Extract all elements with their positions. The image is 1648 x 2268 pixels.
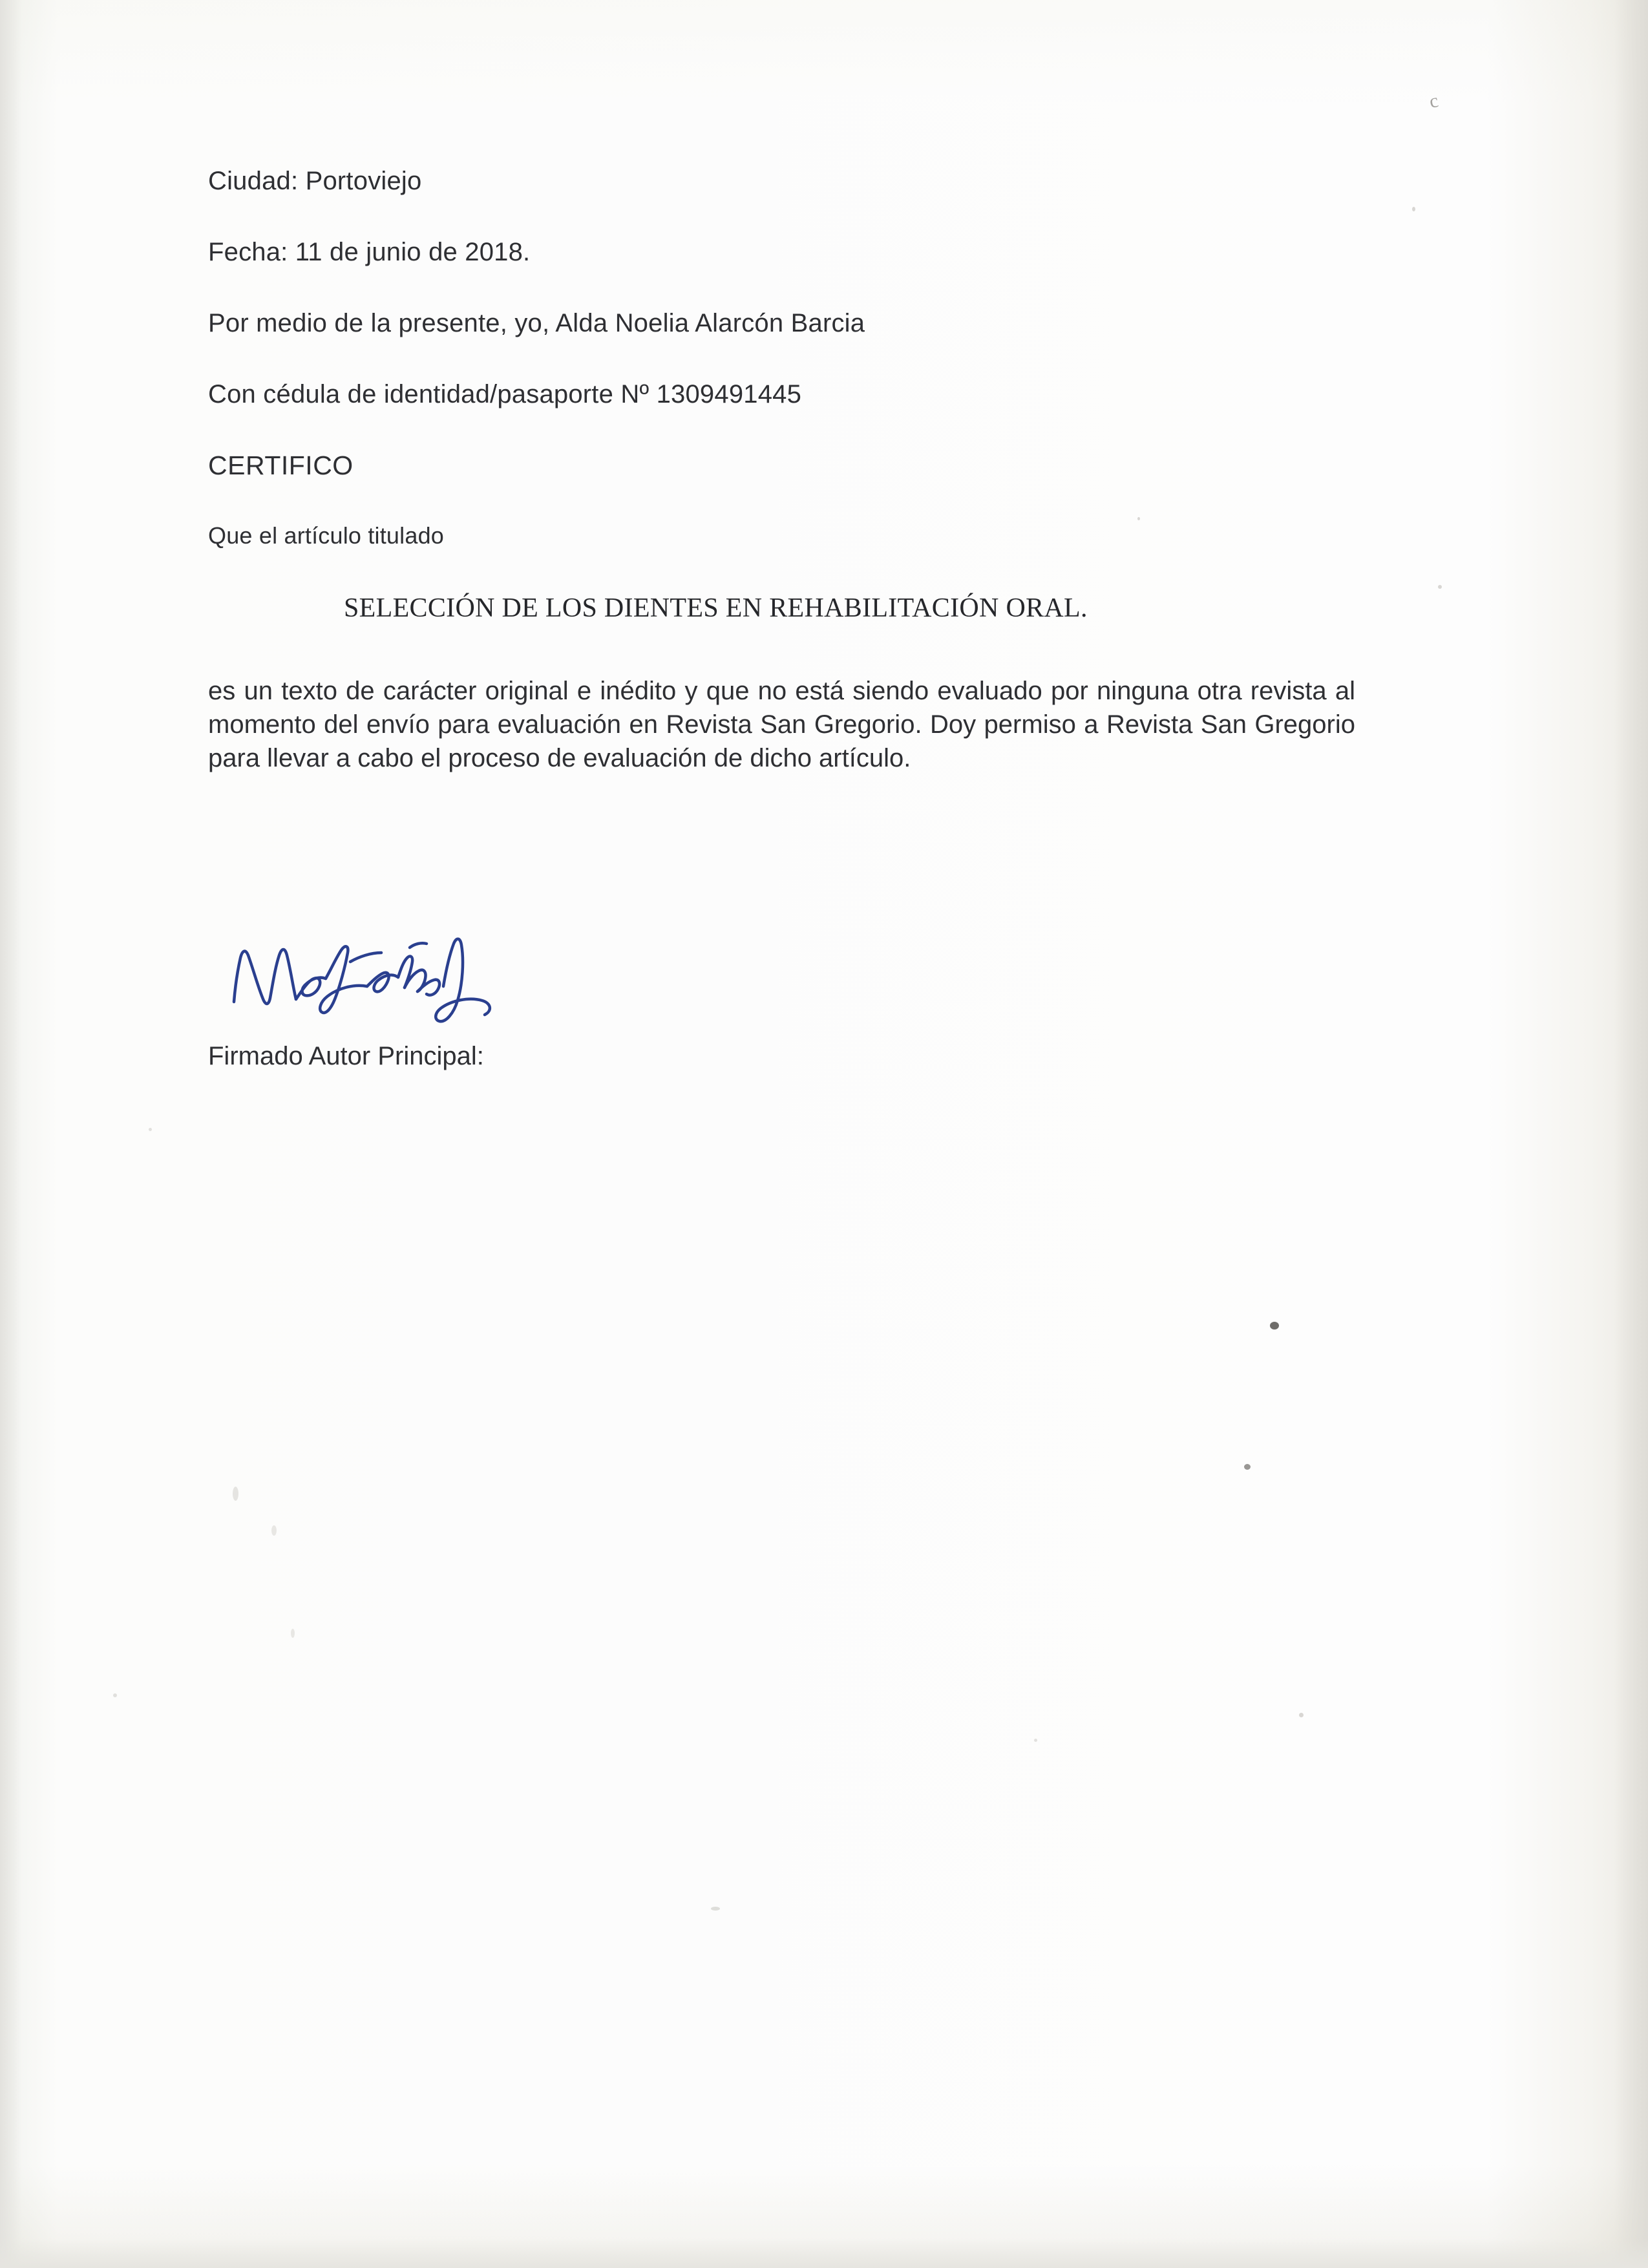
scan-speck xyxy=(291,1629,295,1638)
scan-speck xyxy=(233,1487,238,1501)
scan-speck xyxy=(1299,1713,1304,1717)
scan-speck xyxy=(271,1525,277,1536)
scan-speck xyxy=(1412,207,1415,211)
declaration-paragraph: es un texto de carácter original e inédito y que no está siendo evaluado por ninguna otra revista al momento del envío para evaluación en Revista San Gregorio. Doy permiso a Revista San Gregorio para llevar a cabo el proceso de evaluación de dicho artículo. xyxy=(208,677,1355,772)
scan-speck xyxy=(1438,585,1442,589)
article-title: SELECCIÓN DE LOS DIENTES EN REHABILITACIÓN ORAL. xyxy=(344,593,1088,623)
signature-block xyxy=(208,924,790,1099)
date-line: Fecha: 11 de junio de 2018. xyxy=(208,238,531,266)
city-line: Ciudad: Portoviejo xyxy=(208,167,422,195)
scan-speck xyxy=(149,1128,152,1131)
scan-speck xyxy=(113,1693,117,1697)
scan-speck xyxy=(1034,1739,1037,1742)
handwritten-signature xyxy=(221,924,609,1047)
scan-artifact-mark: c xyxy=(1427,89,1441,113)
scan-speck xyxy=(1137,517,1140,520)
signature-label: Firmado Autor Principal: xyxy=(208,1042,484,1070)
page-edge-shadow-right xyxy=(1614,0,1648,2268)
article-lead-line: Que el artículo titulado xyxy=(208,522,445,549)
page-edge-shadow-left xyxy=(0,0,22,2268)
declarant-line: Por medio de la presente, yo, Alda Noelia Alarcón Barcia xyxy=(208,309,865,337)
certify-heading: CERTIFICO xyxy=(208,450,354,480)
scan-speck xyxy=(1270,1322,1279,1330)
page-edge-shadow-bottom xyxy=(0,2238,1648,2268)
identity-number-line: Con cédula de identidad/pasaporte Nº 1309491445 xyxy=(208,380,802,408)
document-body xyxy=(208,168,1365,775)
scan-speck xyxy=(1244,1464,1251,1470)
scan-speck xyxy=(711,1907,720,1911)
